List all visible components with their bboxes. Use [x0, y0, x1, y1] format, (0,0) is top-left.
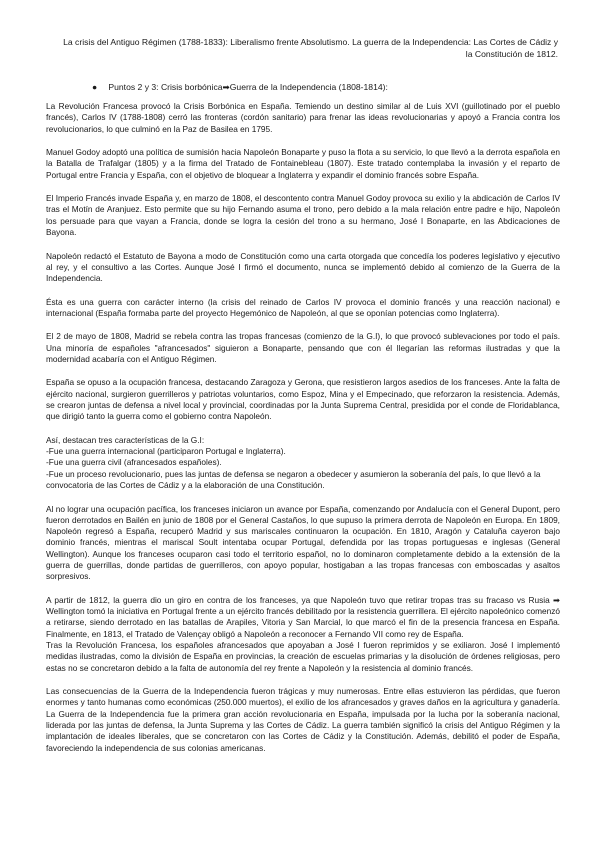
paragraph-caracter-guerra: Ésta es una guerra con carácter interno (la crisis del reinado de Carlos IV provoca el dominio francés y una reacción nacional) e internacional (España formaba parte del proyecto Hegemónico de Napoleón, al que se oponían potencias como Inglaterra).	[46, 296, 560, 318]
paragraph-dos-de-mayo: El 2 de mayo de 1808, Madrid se rebela contra las tropas francesas (comienzo de la G.I), lo que provocó sublevaciones por todo el país. Una minoría de españoles "afrancesados" siguieron a Bonaparte, pensando que con él llegarían las reformas ilustradas y que la modernidad acabaría con el Antiguo Régimen.	[46, 331, 560, 364]
document-body	[46, 101, 560, 766]
section-heading-text: Puntos 2 y 3: Crisis borbónica➡Guerra de la Independencia (1808-1814):	[108, 82, 388, 92]
paragraph-ocupacion: Al no lograr una ocupación pacífica, los franceses iniciaron un avance por España, comenzando por Andalucía con el General Dupont, pero fueron derrotados en Bailén en junio de 1808 por el General Castaños, lo que supuso la primera derrota de Napoleón en Europa. En 1809, Napoleón regresó a España, recuperó Madrid y sus mariscales continuaron la ocupación. En 1810, Aragón y Cataluña cayeron bajo dominio francés, mientras el mariscal Soult intentaba ocupar Portugal, defendida por las tropas portuguesas e inglesas (General Wellington). Aunque los franceses ocuparon casi todo el territorio español, no lo dominaron completamente debido a la extensión de la guerra de guerrillas, donde partidas de guerrilleros, con apoyo popular, hostigaban a las tropas francesas con emboscadas y asaltos sorpresivos.	[46, 503, 560, 582]
section-heading	[92, 81, 388, 93]
document-title: La crisis del Antiguo Régimen (1788-1833): Liberalismo frente Absolutismo. La guerra de la Independencia: Las Cortes de Cádiz y la Constitución de 1812.	[63, 37, 558, 60]
paragraph-crisis-borbonica: La Revolución Francesa provocó la Crisis Borbónica en España. Temiendo un destino similar al de Luis XVI (guillotinado por el pueblo francés), Carlos IV (1788-1808) cerró las fronteras (cordón sanitario) para frenar las ideas revolucionarias y apoyó a Francia contra los revolucionarios, lo que culminó en la Paz de Basilea en 1795.	[46, 101, 560, 134]
paragraph-invasion: El Imperio Francés invade España y, en marzo de 1808, el descontento contra Manuel Godoy provoca su exilio y la abdicación de Carlos IV tras el Motín de Aranjuez. Esto permite que su hijo Fernando asuma el trono, pero debido a la mala relación entre padre e hijo, Napoleón los persuade para que vayan a Francia, donde se logra la cesión del trono a su hermano, José I Bonaparte, en las Abdicaciones de Bayona.	[46, 193, 560, 238]
paragraph-resistencia: España se opuso a la ocupación francesa, destacando Zaragoza y Gerona, que resistieron largos asedios de los franceses. Ante la falta de ejército nacional, surgieron guerrilleros y patriotas voluntarios, como Espoz, Mina y el Empecinado, que reforzaron la resistencia. Además, se crearon juntas de defensa a nivel local y provincial, coordinadas por la Junta Suprema Central, presidida por el conde de Floridablanca, que dirigió tanto la guerra como el gobierno contra Napoleón.	[46, 377, 560, 422]
paragraph-caracteristicas: Así, destacan tres características de la G.I: -Fue una guerra internacional (participaron Portugal e Inglaterra). -Fue una guerra civil (afrancesados españoles). -Fue un proceso revolucionario, pues las juntas de defensa se negaron a obedecer y asumieron la soberanía del país, lo que llevó a la convocatoria de las Cortes de Cádiz y a la elaboración de una Constitución.	[46, 434, 541, 491]
bullet-icon: ●	[92, 82, 98, 92]
paragraph-estatuto-bayona: Napoleón redactó el Estatuto de Bayona a modo de Constitución como una carta otorgada que concedía los poderes legislativo y ejecutivo al rey, y el consultivo a las Cortes. Aunque José I firmó el documento, nunca se implementó debido al comienzo de la Guerra de la Independencia.	[46, 250, 560, 284]
paragraph-giro-1812: A partir de 1812, la guerra dio un giro en contra de los franceses, ya que Napoleón tuvo que retirar tropas tras su fracaso vs Rusia ➡ Wellington tomó la iniciativa en Portugal frente a un ejército francés debilitado por la resistencia guerrillera. El ejército napoleónico comenzó a retirarse, siendo derrotado en las batallas de Arapiles, Vitoria y San Marcial, lo que marcó el fin de la presencia francesa en España. Finalmente, en 1813, el Tratado de Valençay obligó a Napoleón a reconocer a Fernando VII como rey de España. Tras la Revolución Francesa, los españoles afrancesados que apoyaban a José I fueron reprimidos y se exiliaron. José I implementó medidas ilustradas, como la división de España en provincias, la creación de escuelas primarias y la disolución de órdenes religiosas, pero estas no se concretaron debido a la falta de autonomía del rey frente a Napoleón y la resistencia al dominio francés.	[46, 594, 560, 673]
paragraph-consecuencias: Las consecuencias de la Guerra de la Independencia fueron trágicas y muy numerosas. Entre ellas estuvieron las pérdidas, que fueron enormes y tanto humanas como económicas (250.000 muertos), el exilio de los afrancesados y graves daños en la agricultura y ganadería. La Guerra de la Independencia fue la primera gran acción revolucionaria en España, impulsada por la lucha por la soberanía nacional, liderada por las juntas de defensa, la Junta Suprema y las Cortes de Cádiz. La guerra también significó la crisis del Antiguo Régimen y la implantación de ideales liberales, que se concretaron con las Cortes de Cádiz y la Constitución. Además, debilitó el poder de España, favoreciendo la independencia de sus colonias americanas.	[46, 686, 560, 753]
paragraph-godoy: Manuel Godoy adoptó una política de sumisión hacia Napoleón Bonaparte y puso la flota a su servicio, lo que llevó a la derrota española en la Batalla de Trafalgar (1805) y a la firma del Tratado de Fontainebleau (1807). Este tratado contemplaba la invasión y el reparto de Portugal entre Francia y España, con el objetivo de bloquear a Inglaterra y expandir el dominio francés sobre España.	[46, 147, 560, 180]
